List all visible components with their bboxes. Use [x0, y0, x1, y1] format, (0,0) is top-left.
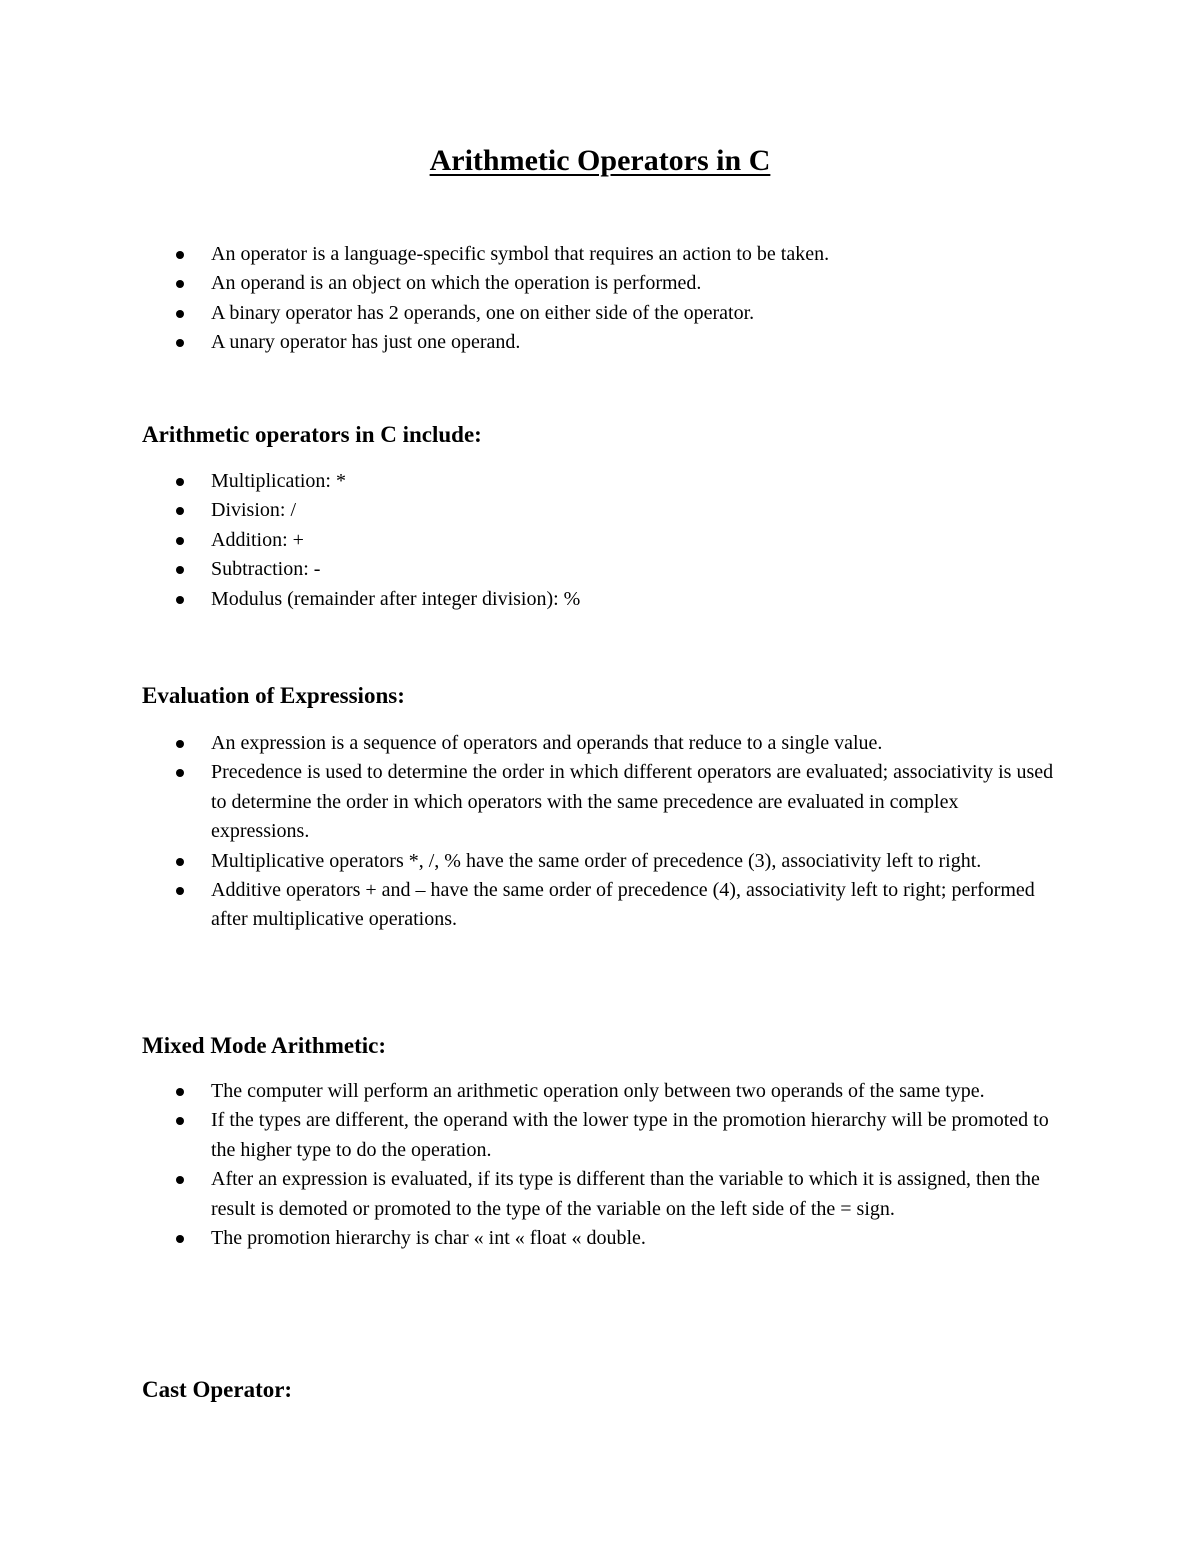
bullet-icon [176, 1235, 184, 1243]
list-item-text: Multiplicative operators *, /, % have the same order of precedence (3), associativity left to right. [211, 849, 982, 872]
bullet-icon [176, 1176, 184, 1184]
evaluation-list [0, 729, 1200, 935]
list-item [0, 299, 1061, 328]
section-heading-mixed: Mixed Mode Arithmetic: [142, 1033, 386, 1058]
list-item-text: Addition: + [211, 528, 304, 551]
list-item-text: Subtraction: - [211, 558, 321, 581]
bullet-icon [176, 596, 184, 604]
bullet-icon [176, 769, 184, 777]
list-item [0, 847, 1061, 876]
arithmetic-list [0, 467, 1200, 614]
list-item-text: Modulus (remainder after integer division): % [211, 587, 581, 610]
bullet-icon [176, 740, 184, 748]
list-item [0, 729, 1061, 758]
list-item [0, 526, 1061, 555]
bullet-icon [176, 339, 184, 347]
list-item-text: Additive operators + and – have the same order of precedence (4), associativity left to right; performed after multiplicative operations. [211, 879, 1035, 931]
list-item [0, 1224, 1061, 1253]
section-heading-evaluation: Evaluation of Expressions: [142, 683, 405, 708]
list-item [0, 269, 1061, 298]
list-item [0, 467, 1061, 496]
list-item-text: A binary operator has 2 operands, one on either side of the operator. [211, 301, 755, 324]
bullet-icon [176, 1117, 184, 1125]
bullet-icon [176, 858, 184, 866]
list-item [0, 328, 1061, 357]
bullet-icon [176, 507, 184, 515]
list-item [0, 585, 1061, 614]
mixed-list [0, 1077, 1200, 1253]
list-item-text: The computer will perform an arithmetic operation only between two operands of the same type. [211, 1080, 985, 1102]
bullet-icon [176, 1088, 184, 1096]
list-item-text: An operand is an object on which the operation is performed. [211, 272, 702, 295]
list-item-text: The promotion hierarchy is char « int « float « double. [211, 1227, 646, 1250]
bullet-icon [176, 310, 184, 318]
section-heading-cast: Cast Operator: [142, 1377, 293, 1402]
list-item [0, 1106, 1061, 1165]
list-item-text: If the types are different, the operand with the lower type in the promotion hierarchy will be promoted to the higher type to do the operation. [211, 1109, 1049, 1161]
section-heading-arithmetic: Arithmetic operators in C include: [142, 422, 482, 447]
list-item [0, 1077, 1061, 1106]
list-item [0, 758, 1061, 846]
bullet-icon [176, 251, 184, 259]
list-item-text: Multiplication: * [211, 470, 346, 492]
list-item [0, 555, 1061, 584]
list-item-text: Division: / [211, 499, 297, 522]
bullet-icon [176, 280, 184, 288]
list-item-text: An operator is a language-specific symbol that requires an action to be taken. [211, 243, 830, 265]
list-item [0, 496, 1061, 525]
list-item-text: Precedence is used to determine the order in which different operators are evaluated; associativity is used to determine the order in which operators with the same precedence are evaluated in complex expressions. [211, 761, 1054, 843]
intro-list [0, 240, 1200, 358]
document-title [0, 142, 1200, 180]
bullet-icon [176, 566, 184, 574]
list-item [0, 876, 1061, 935]
list-item-text: A unary operator has just one operand. [211, 331, 521, 354]
list-item-text: An expression is a sequence of operators and operands that reduce to a single value. [211, 732, 883, 754]
bullet-icon [176, 537, 184, 545]
document-title-text: Arithmetic Operators in C [429, 144, 771, 177]
bullet-icon [176, 478, 184, 486]
bullet-icon [176, 887, 184, 895]
list-item [0, 240, 1061, 269]
list-item [0, 1165, 1061, 1224]
list-item-text: After an expression is evaluated, if its type is different than the variable to which it is assigned, then the result is demoted or promoted to the type of the variable on the left side of the = sign. [211, 1168, 1040, 1220]
